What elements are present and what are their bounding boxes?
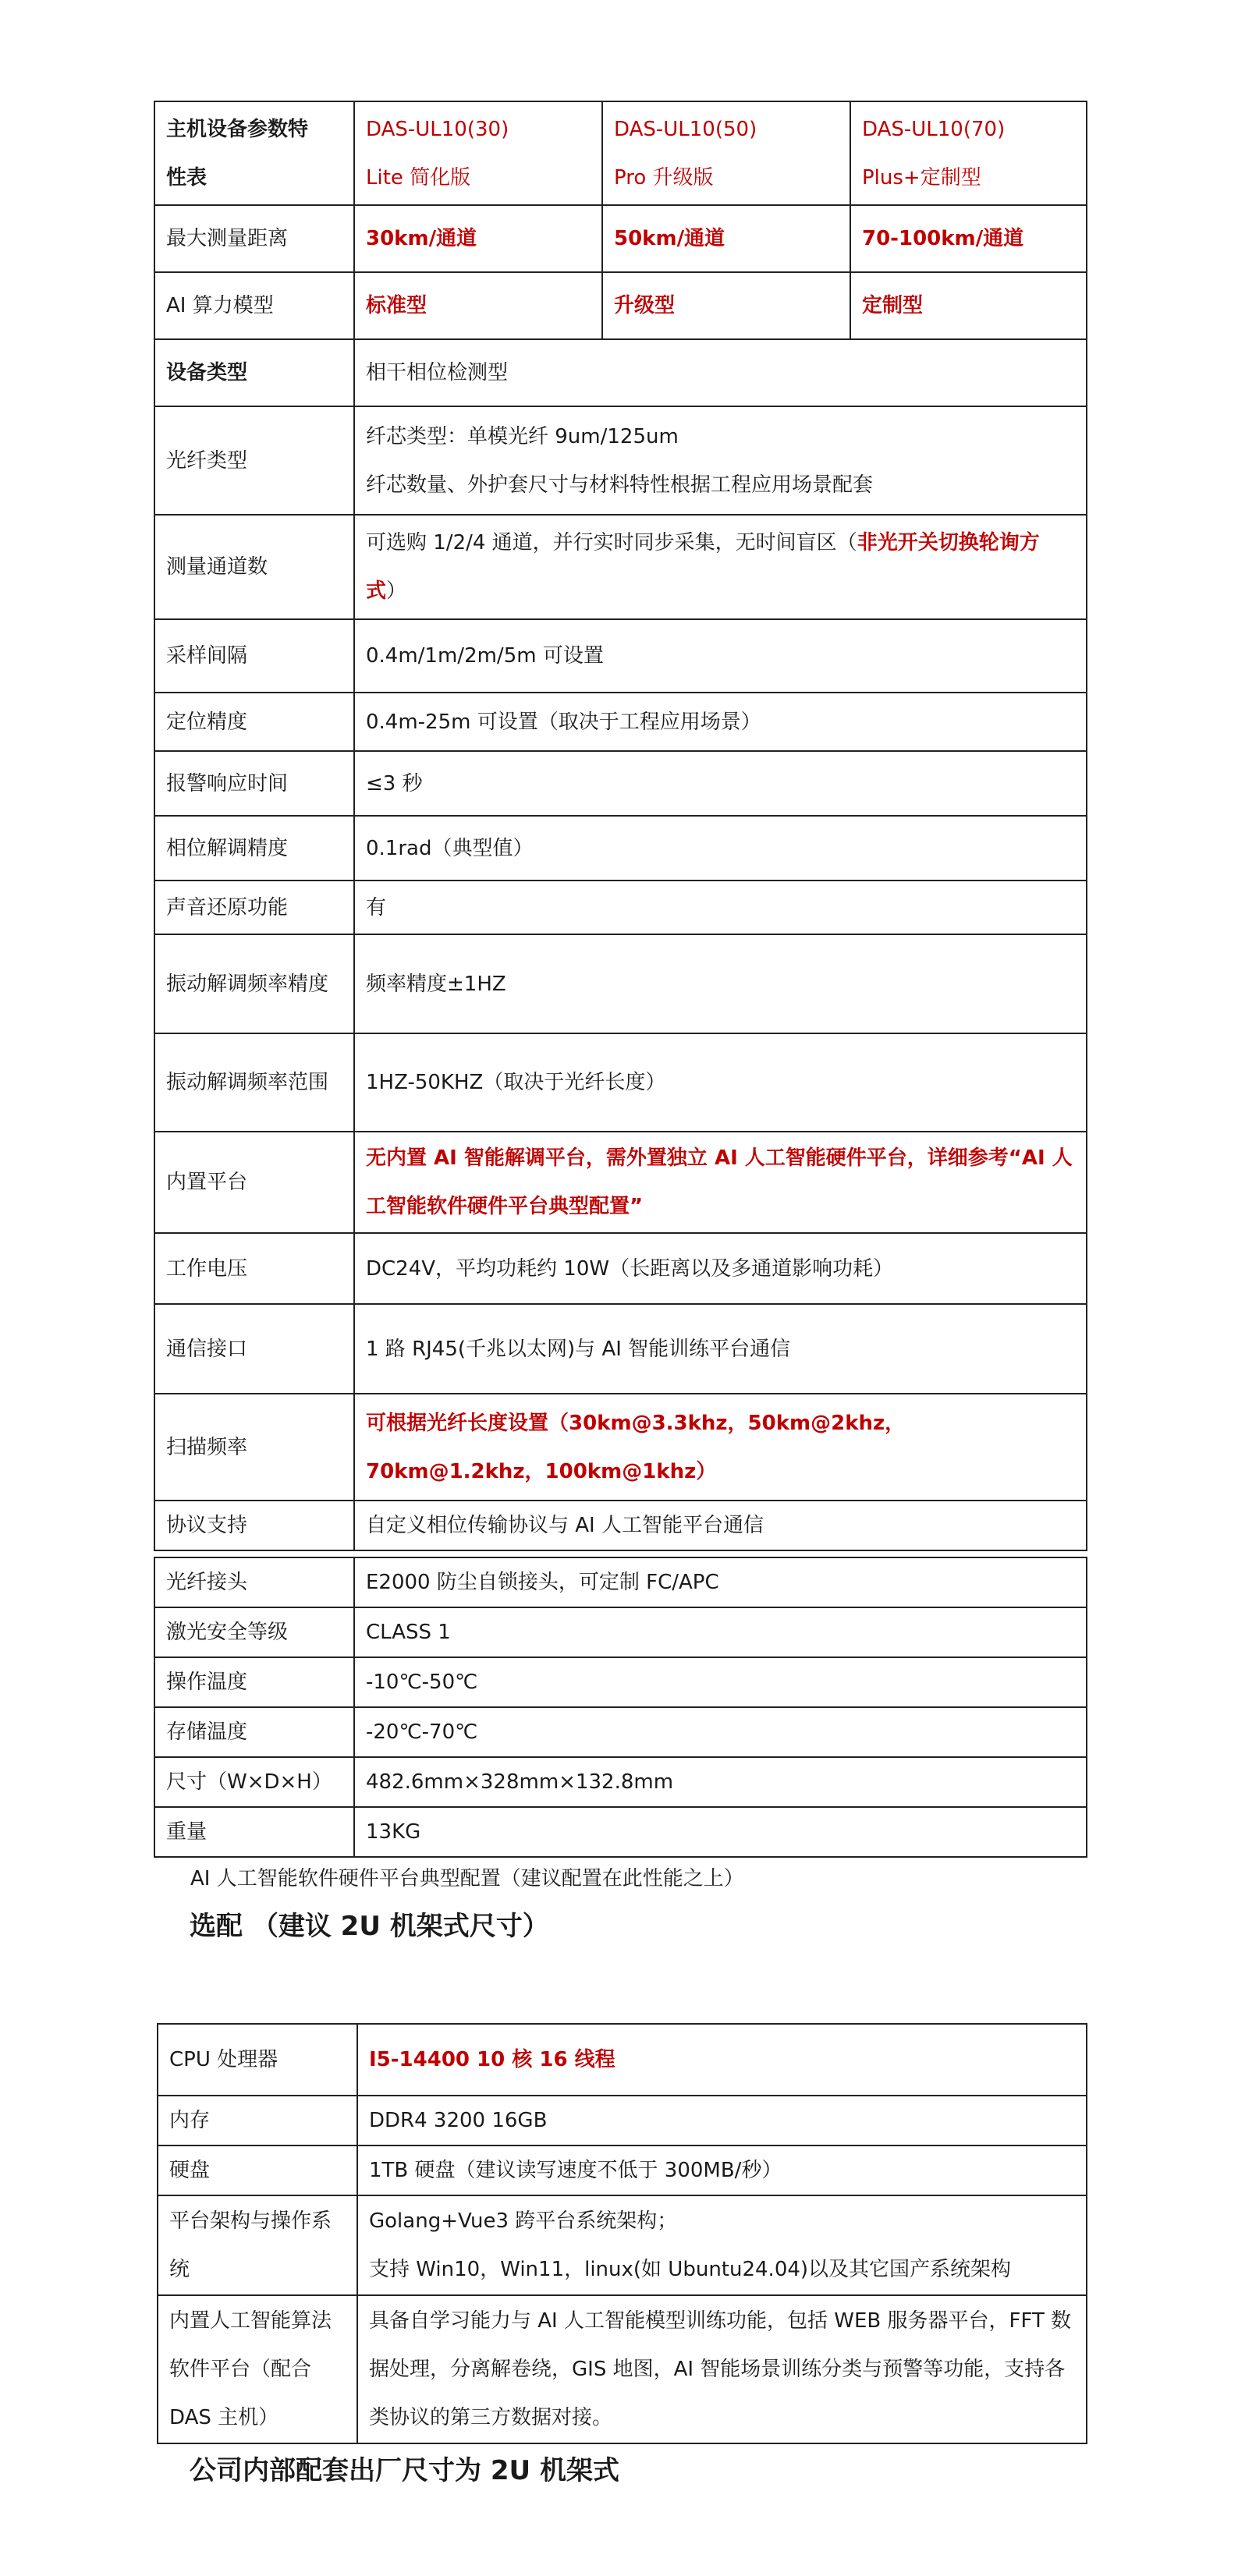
table-row: [154, 339, 1087, 406]
row-label: 定位精度: [154, 693, 354, 751]
row-label: 尺寸（W×D×H）: [154, 1757, 354, 1807]
table-row: [154, 1394, 1087, 1501]
row-value: 0.4m/1m/2m/5m 可设置: [354, 619, 1087, 693]
table-row: [154, 693, 1087, 751]
row-label: 内存: [158, 2096, 357, 2145]
table-row: [154, 1607, 1087, 1657]
table-row: [154, 1757, 1087, 1807]
table-row: [154, 205, 1087, 272]
row-label: 工作电压: [154, 1233, 354, 1304]
row-value: Golang+Vue3 跨平台系统架构； 支持 Win10，Win11，linux(如 Ubuntu24.04)以及其它国产系统架构: [357, 2195, 1087, 2295]
table-row: [154, 1033, 1087, 1132]
row-label: 最大测量距离: [154, 205, 354, 272]
row-label: 光纤接头: [154, 1557, 354, 1607]
table-row: [154, 751, 1087, 816]
table-row: [154, 515, 1087, 619]
row-label: 振动解调频率范围: [154, 1033, 354, 1132]
row-value: 无内置 AI 智能解调平台，需外置独立 AI 人工智能硬件平台，详细参考“AI 人工智能软件硬件平台典型配置”: [354, 1132, 1087, 1233]
row-value: DDR4 3200 16GB: [357, 2096, 1087, 2145]
footer-heading: 公司内部配套出厂尺寸为 2U 机架式: [190, 2455, 619, 2486]
row-value: -10℃-50℃: [354, 1657, 1087, 1707]
row-label: 通信接口: [154, 1304, 354, 1394]
row-value: 1 路 RJ45(千兆以太网)与 AI 智能训练平台通信: [354, 1304, 1087, 1394]
table-row: [158, 2145, 1087, 2195]
header-row: [154, 101, 1087, 205]
table-row: [158, 2295, 1087, 2443]
row-label: 平台架构与操作系统: [158, 2195, 357, 2295]
row-value: DC24V，平均功耗约 10W（长距离以及多通道影响功耗）: [354, 1233, 1087, 1304]
row-value: E2000 防尘自锁接头，可定制 FC/APC: [354, 1557, 1087, 1607]
row-value: 频率精度±1HZ: [354, 934, 1087, 1033]
table-row: [154, 1557, 1087, 1607]
platform-note: AI 人工智能软件硬件平台典型配置（建议配置在此性能之上）: [190, 1867, 744, 1890]
table-row: [154, 1807, 1087, 1857]
environment-table: [154, 1557, 1087, 1858]
row-value: 0.4m-25m 可设置（取决于工程应用场景）: [354, 693, 1087, 751]
range-value: 50km/通道: [602, 205, 850, 272]
platform-table: [157, 2023, 1087, 2444]
table-row: [158, 2096, 1087, 2145]
row-label: 相位解调精度: [154, 816, 354, 881]
ai-model-value: 升级型: [602, 272, 850, 339]
model-30-header: DAS-UL10(30) Lite 简化版: [354, 101, 602, 205]
row-value: 具备自学习能力与 AI 人工智能模型训练功能，包括 WEB 服务器平台，FFT 数据处理，分离解卷绕，GIS 地图，AI 智能场景训练分类与预警等功能，支持各类协议的第三方数据对接。: [357, 2295, 1087, 2443]
row-label: 光纤类型: [154, 406, 354, 515]
table-row: [154, 1501, 1087, 1550]
row-label: CPU 处理器: [158, 2024, 357, 2096]
row-label: 激光安全等级: [154, 1607, 354, 1657]
row-value: 自定义相位传输协议与 AI 人工智能平台通信: [354, 1501, 1087, 1550]
row-value: 0.1rad（典型值）: [354, 816, 1087, 881]
ai-model-value: 标准型: [354, 272, 602, 339]
row-value: 1TB 硬盘（建议读写速度不低于 300MB/秒）: [357, 2145, 1087, 2195]
table-row: [154, 1132, 1087, 1233]
model-50-header: DAS-UL10(50) Pro 升级版: [602, 101, 850, 205]
row-label: AI 算力模型: [154, 272, 354, 339]
table-row: [154, 406, 1087, 515]
row-value: 有: [354, 881, 1087, 934]
row-value: 可选购 1/2/4 通道，并行实时同步采集，无时间盲区（非光开关切换轮询方式）: [354, 515, 1087, 619]
range-value: 30km/通道: [354, 205, 602, 272]
cpu-value: I5-14400 10 核 16 线程: [357, 2024, 1087, 2096]
table-row: [158, 2195, 1087, 2295]
row-label: 内置平台: [154, 1132, 354, 1233]
table-row: [154, 881, 1087, 934]
row-label: 报警响应时间: [154, 751, 354, 816]
row-label: 硬盘: [158, 2145, 357, 2195]
row-value: 13KG: [354, 1807, 1087, 1857]
row-label: 采样间隔: [154, 619, 354, 693]
row-value: 相干相位检测型: [354, 339, 1087, 406]
row-value: 1HZ-50KHZ（取决于光纤长度）: [354, 1033, 1087, 1132]
model-70-header: DAS-UL10(70) Plus+定制型: [850, 101, 1087, 205]
row-value: 482.6mm×328mm×132.8mm: [354, 1757, 1087, 1807]
table-row: [154, 816, 1087, 881]
table-row: [154, 619, 1087, 693]
row-label: 操作温度: [154, 1657, 354, 1707]
row-value: 纤芯类型：单模光纤 9um/125um 纤芯数量、外护套尺寸与材料特性根据工程应用场景配套: [354, 406, 1087, 515]
row-label: 扫描频率: [154, 1394, 354, 1501]
table-row: [154, 1233, 1087, 1304]
row-label: 内置人工智能算法软件平台（配合 DAS 主机）: [158, 2295, 357, 2443]
header-label: 主机设备参数特 性表: [154, 101, 354, 205]
row-value: -20℃-70℃: [354, 1707, 1087, 1757]
row-label: 存储温度: [154, 1707, 354, 1757]
table-row: [158, 2024, 1087, 2096]
range-value: 70-100km/通道: [850, 205, 1087, 272]
row-label: 重量: [154, 1807, 354, 1857]
row-value: CLASS 1: [354, 1607, 1087, 1657]
table-row: [154, 934, 1087, 1033]
row-value: 可根据光纤长度设置（30km@3.3khz，50km@2khz，70km@1.2khz，100km@1khz）: [354, 1394, 1087, 1501]
option-heading: 选配 （建议 2U 机架式尺寸）: [190, 1911, 549, 1942]
row-label: 设备类型: [154, 339, 354, 406]
main-spec-table: [154, 101, 1087, 1551]
row-label: 协议支持: [154, 1501, 354, 1550]
row-label: 振动解调频率精度: [154, 934, 354, 1033]
row-label: 测量通道数: [154, 515, 354, 619]
row-label: 声音还原功能: [154, 881, 354, 934]
ai-model-value: 定制型: [850, 272, 1087, 339]
table-row: [154, 272, 1087, 339]
table-row: [154, 1304, 1087, 1394]
table-row: [154, 1657, 1087, 1707]
table-row: [154, 1707, 1087, 1757]
row-value: ≤3 秒: [354, 751, 1087, 816]
